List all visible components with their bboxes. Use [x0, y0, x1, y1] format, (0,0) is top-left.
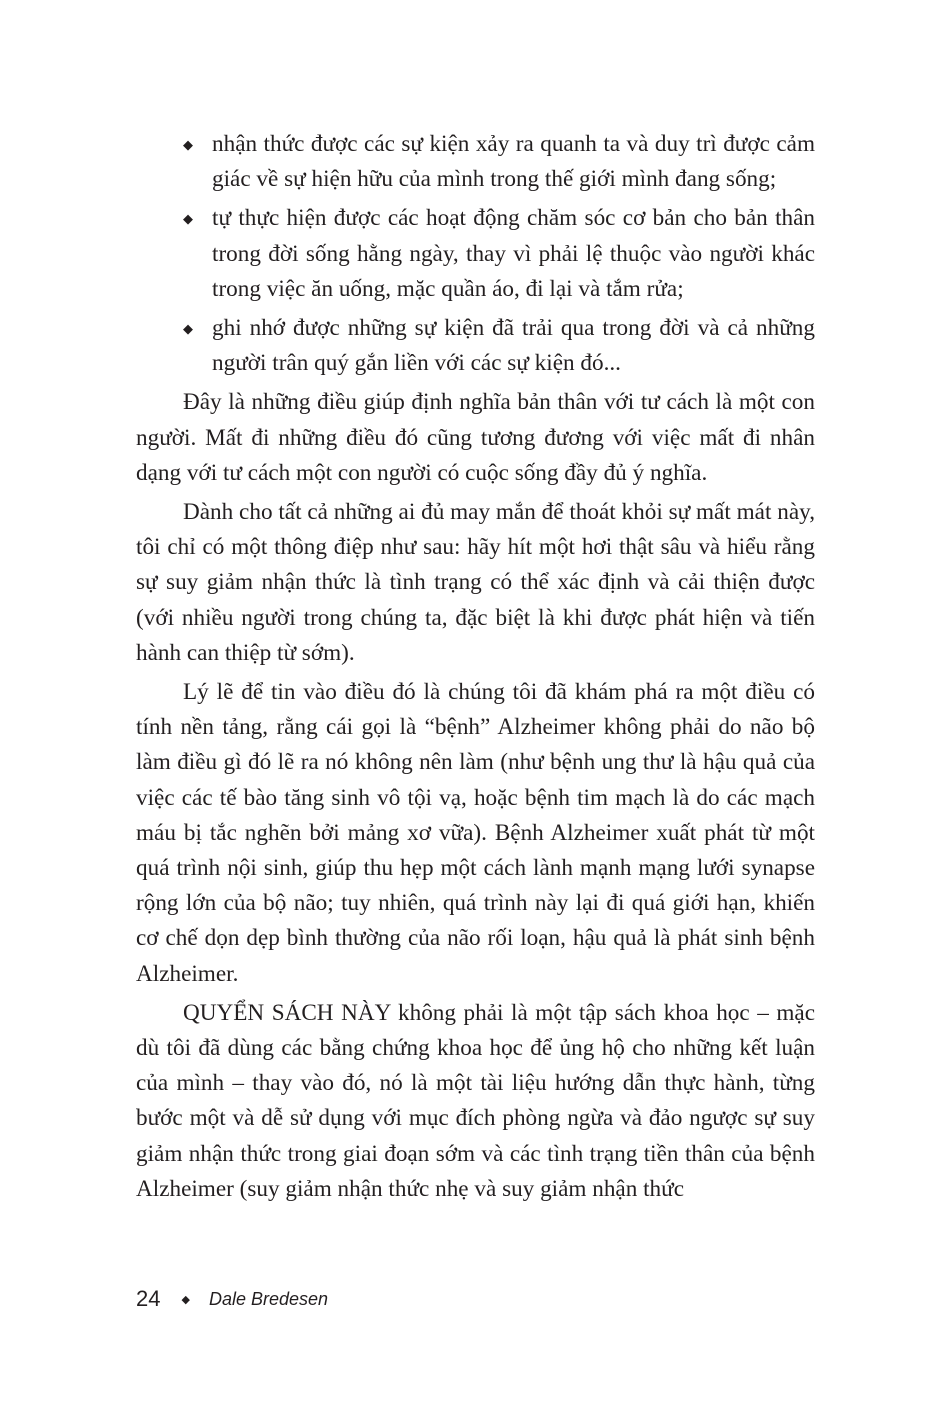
page-footer [136, 1283, 328, 1315]
diamond-bullet-icon: ◆ [183, 211, 193, 227]
body-text [136, 127, 815, 1211]
paragraph: Đây là những điều giúp định nghĩa bản thân với tư cách là một con người. Mất đi những điều đó cũng tương đương với việc mất đi nhân dạng với tư cách một con người có cuộc sống đầy đủ ý nghĩa. [136, 389, 815, 486]
list-item [136, 311, 815, 381]
bullet-list [136, 127, 815, 381]
list-item-text: ghi nhớ được những sự kiện đã trải qua trong đời và cả những người trân quý gắn liền với các sự kiện đó... [212, 315, 815, 377]
page-number: 24 [136, 1286, 161, 1311]
list-item-text: nhận thức được các sự kiện xảy ra quanh ta và duy trì được cảm giác về sự hiện hữu của mình trong thế giới mình đang sống; [212, 131, 815, 193]
list-item-text: tự thực hiện được các hoạt động chăm sóc cơ bản cho bản thân trong đời sống hằng ngày, thay vì phải lệ thuộc vào người khác trong việc ăn uống, mặc quần áo, đi lại và tắm rửa; [212, 205, 815, 302]
diamond-bullet-icon: ◆ [183, 137, 193, 152]
paragraph: Dành cho tất cả những ai đủ may mắn để thoát khỏi sự mất mát này, tôi chỉ có một thông điệp như sau: hãy hít một hơi thật sâu và hiểu rằng sự suy giảm nhận thức là tình trạng có thể xác định và cải thiện được (với nhiều người trong chúng ta, đặc biệt là khi được phát hiện và tiến hành can thiệp từ sớm). [136, 499, 815, 666]
diamond-bullet-icon: ◆ [183, 321, 193, 337]
running-author: Dale Bredesen [208, 1288, 329, 1309]
paragraph: Lý lẽ để tin vào điều đó là chúng tôi đã khám phá ra một điều có tính nền tảng, rằng cái gọi là “bệnh” Alzheimer không phải do não bộ làm điều gì đó lẽ ra nó không nên làm (như bệnh ung thư là hậu quả của việc các tế bào tăng sinh vô tội vạ, hoặc bệnh tim mạch là do các mạch máu bị tắc nghẽn bởi mảng xơ vữa). Bệnh Alzheimer xuất phát từ một quá trình nội sinh, giúp thu hẹp một cách lành mạnh mạng lưới synapse rộng lớn của bộ não; tuy nhiên, quá trình này lại đi quá giới hạn, khiến cơ chế dọn dẹp bình thường của não rối loạn, hậu quả là phát sinh bệnh Alzheimer. [136, 679, 815, 987]
diamond-separator-icon: ◆ [181, 1293, 190, 1306]
list-item [136, 127, 815, 197]
paragraph: QUYỂN SÁCH NÀY không phải là một tập sách khoa học – mặc dù tôi đã dùng các bằng chứng khoa học để ủng hộ cho những kết luận của mình – thay vào đó, nó là một tài liệu hướng dẫn thực hành, từng bước một và dễ sử dụng với mục đích phòng ngừa và đảo ngược sự suy giảm nhận thức trong giai đoạn sớm và các tình trạng tiền thân của bệnh Alzheimer (suy giảm nhận thức nhẹ và suy giảm nhận thức [136, 999, 815, 1202]
list-item [136, 201, 815, 307]
